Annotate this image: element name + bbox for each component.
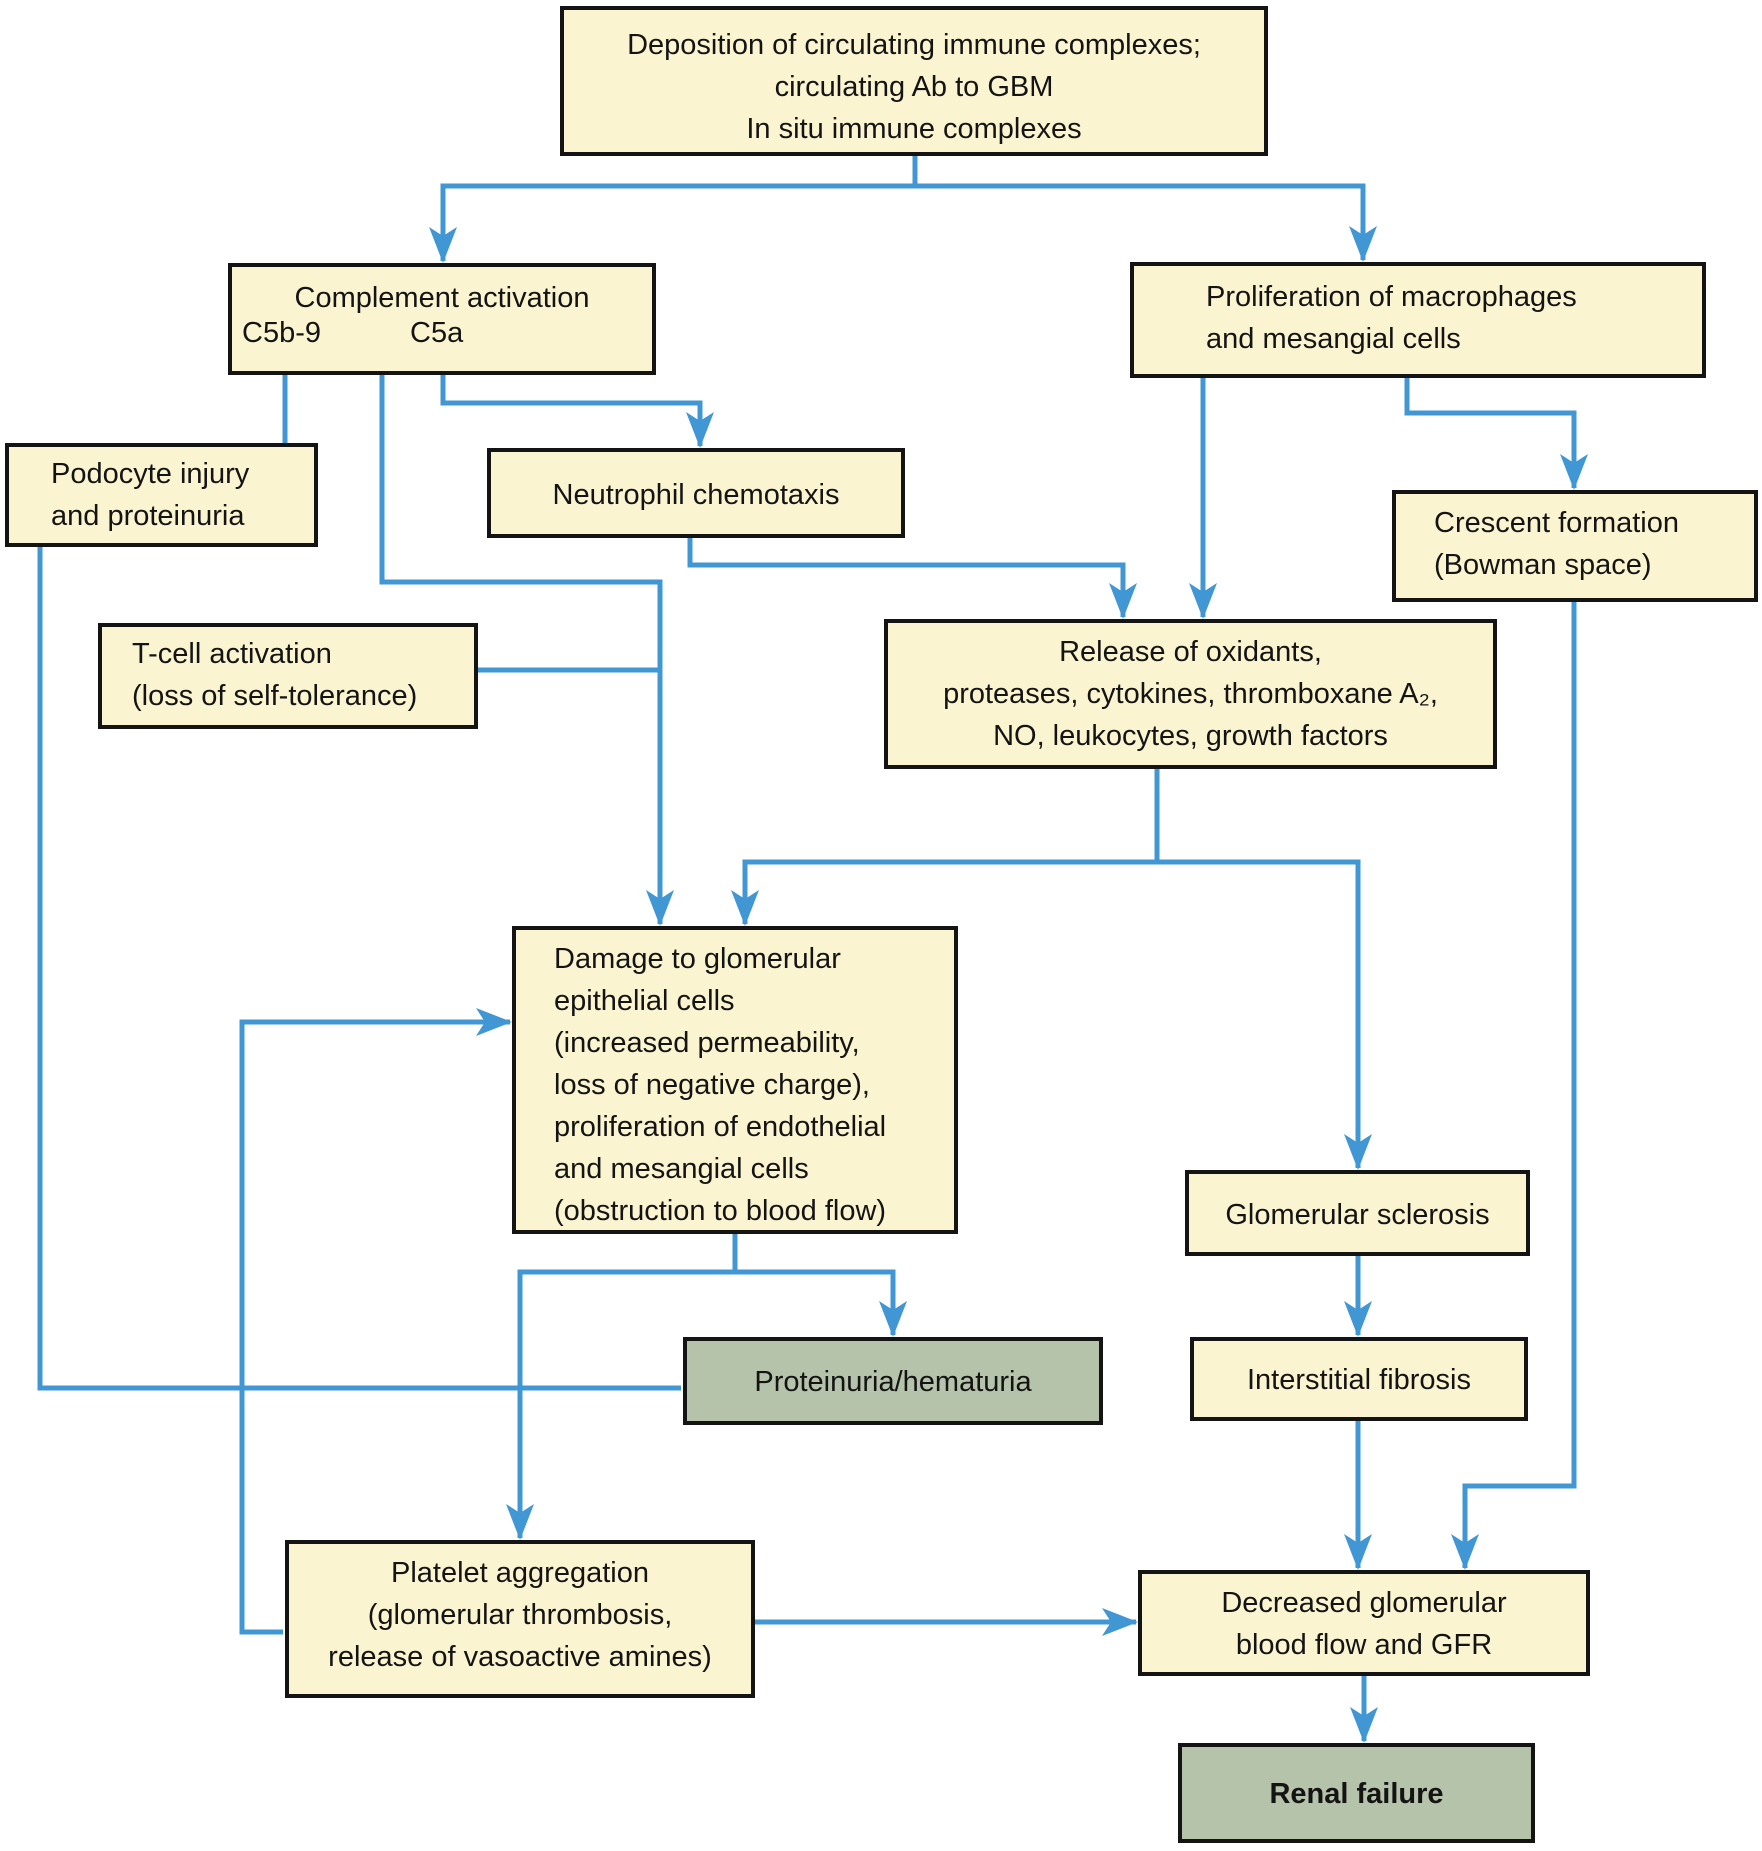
node-proteinuria-hematuria-line: Proteinuria/hematuria <box>754 1366 1032 1398</box>
node-sclerosis-line: Glomerular sclerosis <box>1225 1199 1490 1231</box>
node-release-line: NO, leukocytes, growth factors <box>993 720 1388 752</box>
connector-deposition-to-complement <box>443 156 915 261</box>
node-decreased-gfr <box>1138 1570 1590 1676</box>
node-tcell <box>98 623 478 729</box>
node-sclerosis <box>1185 1170 1530 1256</box>
node-deposition <box>560 6 1268 156</box>
node-proliferation <box>1130 262 1706 378</box>
node-deposition-line: circulating Ab to GBM <box>774 71 1054 103</box>
node-damage-line: (obstruction to blood flow) <box>554 1195 887 1227</box>
node-podocyte-line: Podocyte injury <box>51 458 250 490</box>
node-fibrosis <box>1190 1337 1528 1421</box>
node-release-line: Release of oxidants, <box>1059 636 1322 668</box>
node-release-line: proteases, cytokines, thromboxane A₂, <box>943 678 1438 710</box>
node-label-c5a-line: C5a <box>410 317 464 349</box>
node-proteinuria-hematuria <box>683 1337 1103 1425</box>
node-neutrophil <box>487 448 905 538</box>
node-crescent-line: (Bowman space) <box>1434 549 1652 581</box>
node-neutrophil-line: Neutrophil chemotaxis <box>552 479 840 511</box>
connector-neutrophil-to-release <box>690 538 1123 617</box>
node-renal-failure-line: Renal failure <box>1269 1778 1444 1810</box>
node-fibrosis-line: Interstitial fibrosis <box>1246 1364 1471 1396</box>
node-proliferation-line: and mesangial cells <box>1206 323 1461 355</box>
node-renal-failure <box>1178 1743 1535 1843</box>
node-platelet-line: Platelet aggregation <box>391 1557 649 1589</box>
node-deposition-line: In situ immune complexes <box>746 113 1082 145</box>
node-platelet-line: release of vasoactive amines) <box>328 1641 712 1673</box>
node-release <box>884 619 1497 769</box>
node-decreased-gfr-line: blood flow and GFR <box>1235 1629 1493 1661</box>
connector-proliferation-to-crescent <box>1407 378 1574 488</box>
node-damage-line: and mesangial cells <box>554 1153 809 1185</box>
node-crescent-line: Crescent formation <box>1434 507 1679 539</box>
node-damage-line: epithelial cells <box>554 985 735 1017</box>
node-damage-line: Damage to glomerular <box>554 943 841 975</box>
node-damage <box>512 926 958 1234</box>
node-proliferation-line: Proliferation of macrophages <box>1206 281 1577 313</box>
node-label-c5b9-line: C5b-9 <box>242 317 321 349</box>
connector-damage-to-proteinuria <box>735 1272 893 1335</box>
node-tcell-line: T-cell activation <box>132 638 332 670</box>
node-label-c5a <box>410 312 510 356</box>
node-deposition-line: Deposition of circulating immune complexes; <box>627 29 1201 61</box>
node-platelet-line: (glomerular thrombosis, <box>367 1599 673 1631</box>
node-damage-line: loss of negative charge), <box>554 1069 870 1101</box>
node-complement-line: Complement activation <box>294 282 590 314</box>
connector-deposition-to-proliferation <box>915 186 1363 260</box>
node-platelet <box>285 1540 755 1698</box>
connector-release-to-sclerosis <box>1157 862 1358 1168</box>
node-decreased-gfr-line: Decreased glomerular <box>1221 1587 1507 1619</box>
node-damage-line: (increased permeability, <box>554 1027 860 1059</box>
node-tcell-line: (loss of self-tolerance) <box>132 680 418 712</box>
node-damage-line: proliferation of endothelial <box>554 1111 887 1143</box>
connector-c5a-to-neutrophil <box>443 375 700 446</box>
node-label-c5b9 <box>242 312 362 356</box>
connector-release-to-damage <box>745 769 1157 924</box>
node-podocyte-line: and proteinuria <box>51 500 245 532</box>
node-podocyte <box>5 443 318 547</box>
node-crescent <box>1392 490 1758 602</box>
